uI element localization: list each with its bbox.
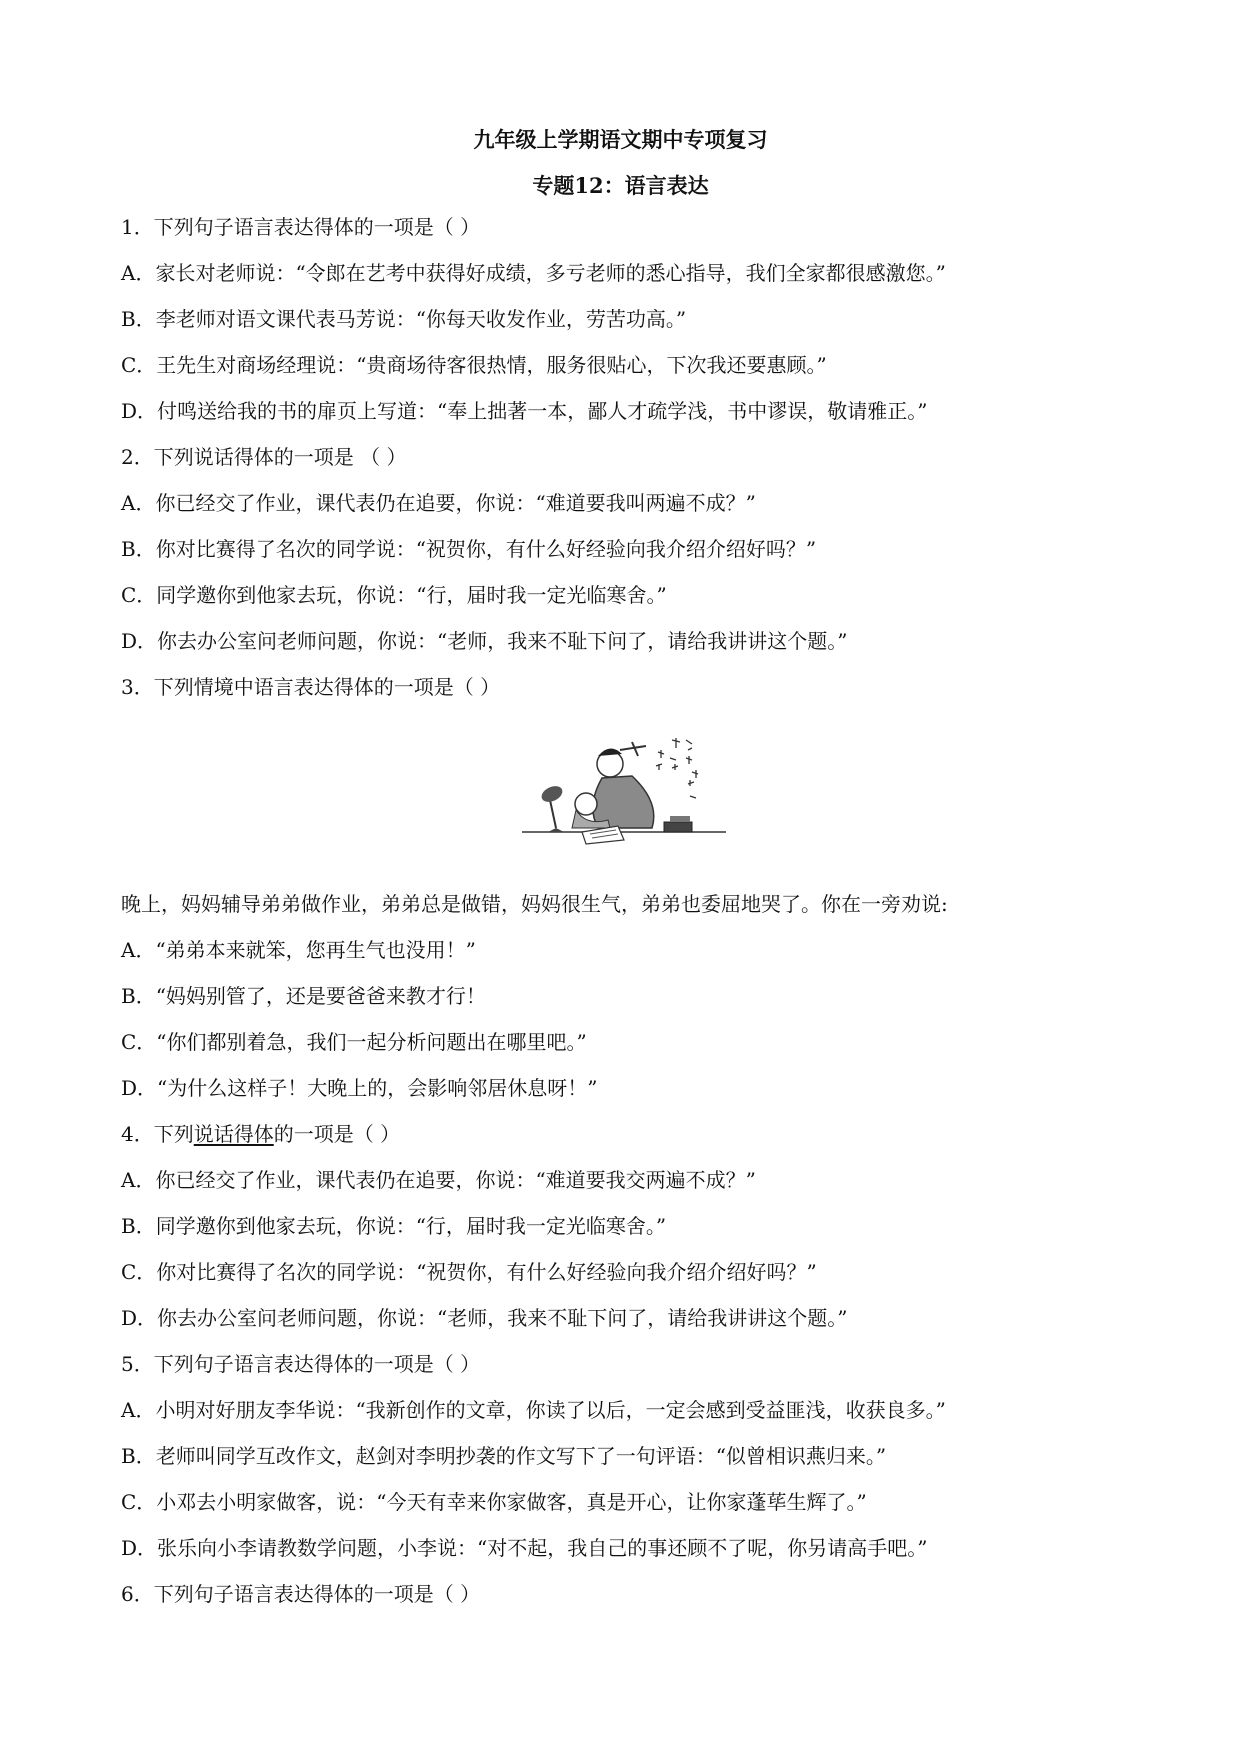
question-5-option-b: B．老师叫同学互改作文，赵剑对李明抄袭的作文写下了一句评语：“似曾相识燕归来。” [121,1444,887,1468]
question-5-option-c: C．小邓去小明家做客，说：“今天有幸来你家做客，真是开心，让你家蓬荜生辉了。” [121,1490,867,1514]
question-2-option-a: A．你已经交了作业，课代表仍在追要，你说：“难道要我叫两遍不成？” [121,491,756,515]
question-3-stem: 3．下列情境中语言表达得体的一项是（ ） [121,675,501,699]
question-5-stem: 5．下列句子语言表达得体的一项是（ ） [121,1352,481,1376]
question-1-option-b: B．李老师对语文课代表马芳说：“你每天收发作业，劳苦功高。” [121,307,687,331]
question-5-option-d: D．张乐向小李请教数学问题，小李说：“对不起，我自己的事还顾不了呢，你另请高手吧。” [121,1536,928,1560]
question-3-option-d: D．“为什么这样子！大晚上的，会影响邻居休息呀！” [121,1076,598,1100]
question-6-stem: 6．下列句子语言表达得体的一项是（ ） [121,1582,481,1606]
question-3-option-c: C．“你们都别着急，我们一起分析问题出在哪里吧。” [121,1030,587,1054]
question-4-stem-underlined: 说话得体 [193,1122,274,1146]
question-4-option-a: A．你已经交了作业，课代表仍在追要，你说：“难道要我交两遍不成？” [121,1168,756,1192]
question-2-option-c: C．同学邀你到他家去玩，你说：“行，届时我一定光临寒舍。” [121,583,667,607]
question-2-option-b: B．你对比赛得了名次的同学说：“祝贺你，有什么好经验向我介绍介绍好吗？” [121,537,817,561]
page-title: 九年级上学期语文期中专项复习 [473,127,768,152]
question-1-option-d: D．付鸣送给我的书的扉页上写道：“奉上拙著一本，鄙人才疏学浅，书中谬误，敬请雅正。” [121,399,928,423]
question-2-option-d: D．你去办公室问老师问题，你说：“老师，我来不耻下问了，请给我讲讲这个题。” [121,629,848,653]
question-3-option-a: A．“弟弟本来就笨，您再生气也没用！” [121,938,476,962]
question-3-context: 晚上，妈妈辅导弟弟做作业，弟弟总是做错，妈妈很生气，弟弟也委屈地哭了。你在一旁劝说: [121,892,948,916]
question-1-option-a: A．家长对老师说：“令郎在艺考中获得好成绩，多亏老师的悉心指导，我们全家都很感激您。” [121,261,946,285]
question-3-option-b: B．“妈妈别管了，还是要爸爸来教才行！ [121,984,486,1008]
question-5-option-a: A．小明对好朋友李华说：“我新创作的文章，你读了以后，一定会感到受益匪浅，收获良多。” [121,1398,946,1422]
cartoon-illustration [520,728,730,852]
question-4-stem-post: 的一项是（ ） [273,1122,401,1146]
question-4-option-d: D．你去办公室问老师问题，你说：“老师，我来不耻下问了，请给我讲讲这个题。” [121,1306,848,1330]
question-4-option-c: C．你对比赛得了名次的同学说：“祝贺你，有什么好经验向我介绍介绍好吗？” [121,1260,817,1284]
question-1-stem: 1．下列句子语言表达得体的一项是（ ） [121,215,481,239]
question-4-stem-pre: 4．下列 [121,1122,194,1146]
page-subtitle: 专题12：语言表达 [532,173,709,198]
question-4-stem [121,1120,1121,1148]
question-4-option-b: B．同学邀你到他家去玩，你说：“行，届时我一定光临寒舍。” [121,1214,667,1238]
question-2-stem: 2．下列说话得体的一项是 （ ） [121,445,407,469]
question-1-option-c: C．王先生对商场经理说：“贵商场待客很热情，服务很贴心，下次我还要惠顾。” [121,353,827,377]
